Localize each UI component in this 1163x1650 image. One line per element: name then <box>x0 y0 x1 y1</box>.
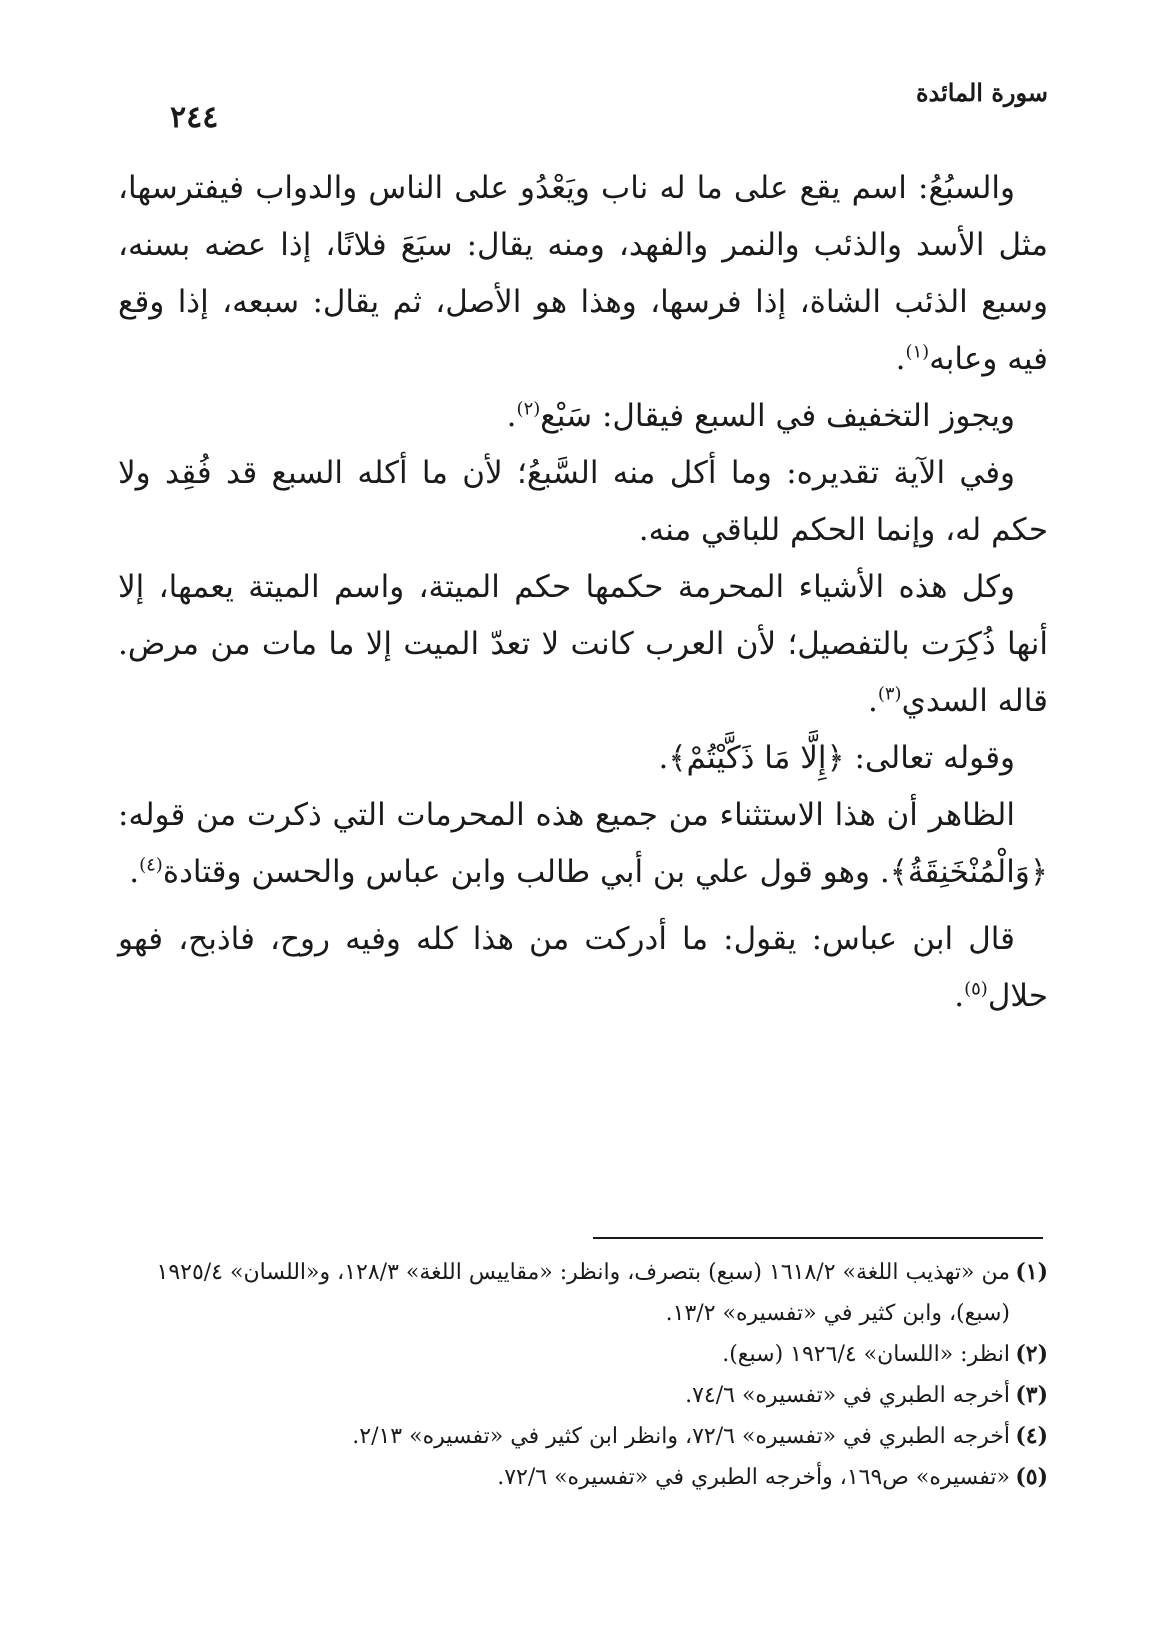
page-header <box>170 70 1048 135</box>
footnote <box>118 1252 1048 1334</box>
footnote-text: من «تهذيب اللغة» ١٦١٨/٢ (سبع) بتصرف، وانظر: «مقاييس اللغة» ١٢٨/٣، و«اللسان» ١٩٢٥/٤ (سبع)، وابن كثير في «تفسيره» ١٣/٢. <box>156 1260 1010 1326</box>
footnote-text: أخرجه الطبري في «تفسيره» ٧٢/٦، وانظر ابن كثير في «تفسيره» ٢/١٣. <box>352 1424 1010 1449</box>
footnote-ref: (١) <box>905 341 930 363</box>
paragraph-text: الظاهر أن هذا الاستثناء من جميع هذه المحرمات التي ذكرت من قوله: ﴿وَالْمُنْخَنِقَةُ﴾. وهو قول علي بن أبي طالب وابن عباس والحسن وقتادة <box>118 797 1048 890</box>
footnote-text: «تفسيره» ص١٦٩، وأخرجه الطبري في «تفسيره» ٧٢/٦. <box>497 1465 1010 1490</box>
paragraph-text: وكل هذه الأشياء المحرمة حكمها حكم الميتة، واسم الميتة يعمها، إلا أنها ذُكِرَت بالتفصيل؛ لأن العرب كانت لا تعدّ الميت إلا ما مات من مرض. قاله السدي <box>118 569 1048 719</box>
period: . <box>867 683 878 719</box>
footnote-divider <box>593 1237 1043 1239</box>
running-title: سورة المائدة <box>915 78 1048 107</box>
period: . <box>954 978 965 1014</box>
footnote-ref: (٣) <box>877 683 902 705</box>
paragraph <box>118 160 1048 388</box>
paragraph-text: قال ابن عباس: يقول: ما أدركت من هذا كله وفيه روح، فاذبح، فهو حلال <box>118 921 1048 1014</box>
footnote-ref: (٢) <box>516 398 541 420</box>
footnote <box>118 1416 1048 1457</box>
footnotes <box>118 1252 1048 1498</box>
page-number: ٢٤٤ <box>170 100 219 135</box>
paragraph: وفي الآية تقديره: وما أكل منه السَّبعُ؛ لأن ما أكله السبع قد فُقِد ولا حكم له، وإنما الحكم للباقي منه. <box>118 455 1048 548</box>
footnote-number: (٣) <box>1015 1382 1048 1408</box>
footnote-number: (٢) <box>1015 1341 1048 1367</box>
footnote <box>118 1334 1048 1375</box>
period: . <box>506 398 517 434</box>
period: . <box>129 854 140 890</box>
footnote-text: أخرجه الطبري في «تفسيره» ٧٤/٦. <box>685 1383 1010 1408</box>
footnote-text: انظر: «اللسان» ١٩٢٦/٤ (سبع). <box>722 1342 1010 1367</box>
paragraph <box>118 388 1048 445</box>
paragraph-text: والسبُعُ: اسم يقع على ما له ناب ويَعْدُو على الناس والدواب فيفترسها، مثل الأسد والذئب والنمر والفهد، ومنه يقال: سبَعَ فلانًا، إذا عضه بسنه، وسبع الذئب الشاة، إذا فرسها، وهذا هو الأصل، ثم يقال: سبعه، إذا وقع فيه وعابه <box>118 170 1048 377</box>
footnote-ref: (٤) <box>139 854 163 876</box>
paragraph <box>118 911 1048 1025</box>
paragraph-text: ويجوز التخفيف في السبع فيقال: سَبْع <box>540 398 1015 434</box>
period: . <box>895 341 906 377</box>
quran-quote-paragraph: وقوله تعالى: ﴿إِلَّا مَا ذَكَّيْتُمْ﴾. <box>658 740 1015 776</box>
footnote-number: (٤) <box>1015 1423 1048 1449</box>
footnote-number: (١) <box>1015 1259 1048 1285</box>
paragraph <box>118 559 1048 730</box>
paragraph <box>118 787 1048 901</box>
main-text <box>118 160 1048 1025</box>
footnote-number: (٥) <box>1015 1464 1048 1490</box>
footnote <box>118 1375 1048 1416</box>
footnote-ref: (٥) <box>964 978 988 1000</box>
footnote <box>118 1457 1048 1498</box>
